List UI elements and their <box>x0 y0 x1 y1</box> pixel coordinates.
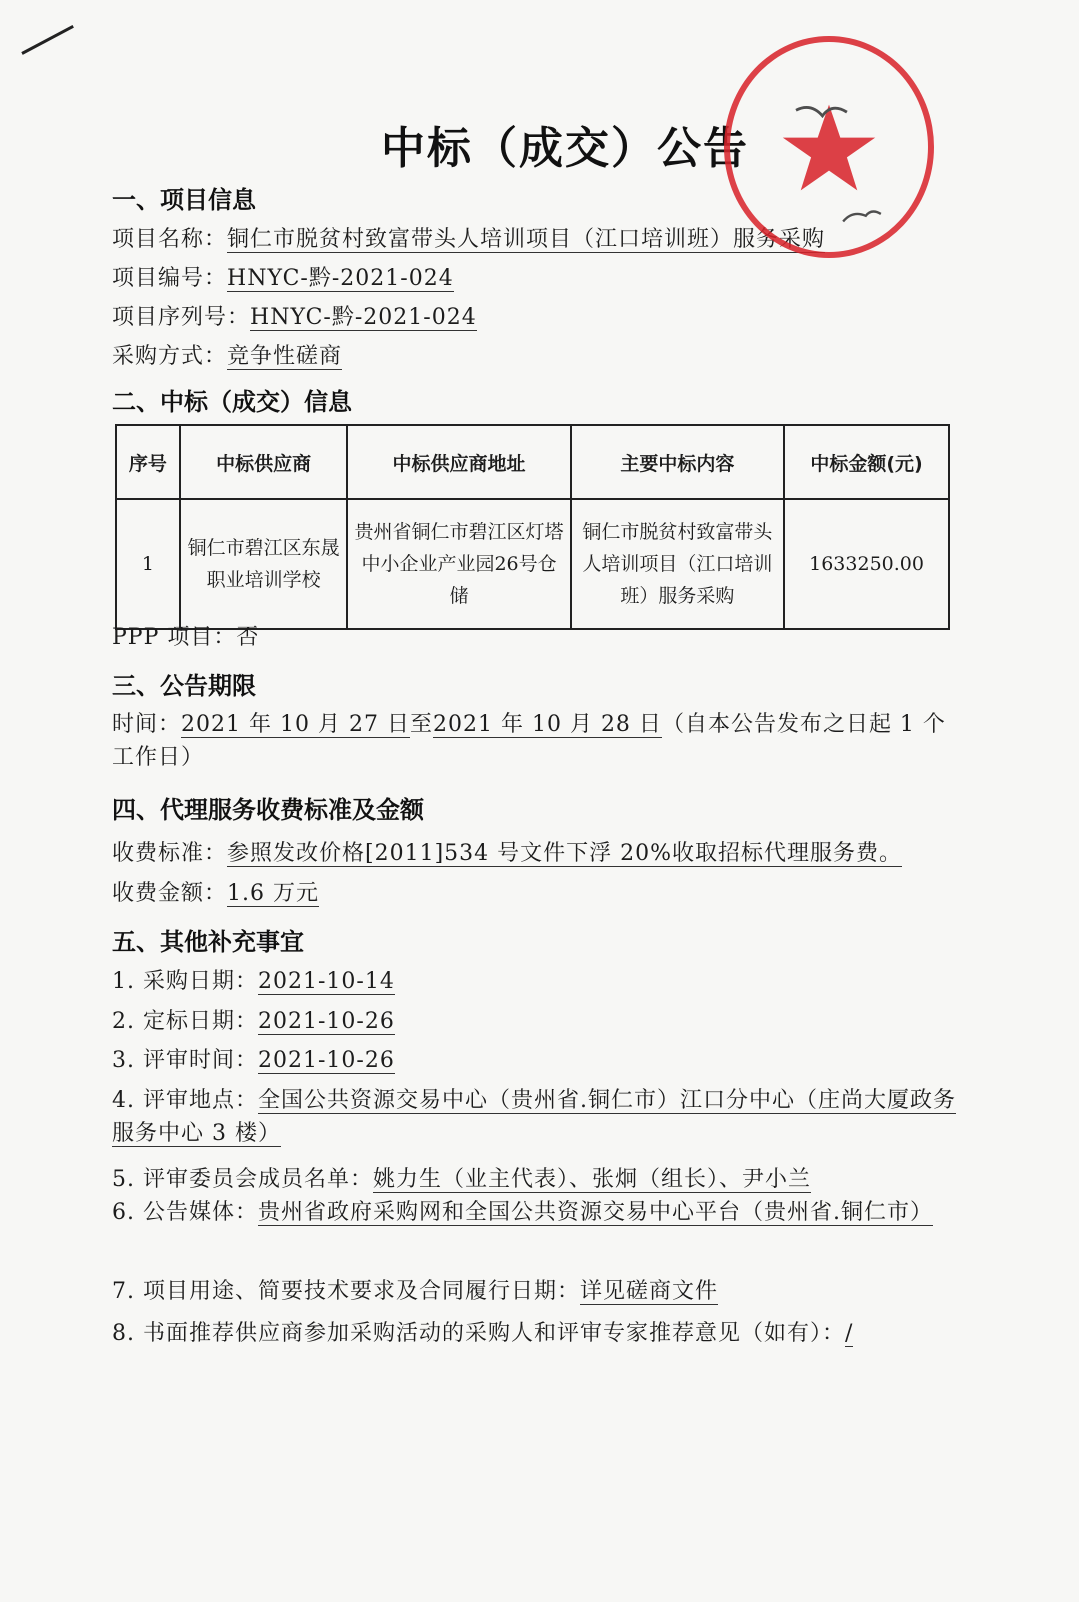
col-header-no: 序号 <box>116 425 180 499</box>
col-header-amount: 中标金额(元) <box>784 425 949 499</box>
fee-amount-value: 1.6 万元 <box>227 881 319 906</box>
section-notice-period-heading: 三、公告期限 <box>112 672 256 700</box>
list-item <box>112 1162 811 1193</box>
page-title: 中标（成交）公告 <box>381 123 749 174</box>
cell-no: 1 <box>116 499 180 629</box>
cell-content: 铜仁市脱贫村致富带头人培训项目（江口培训班）服务采购 <box>571 499 784 629</box>
project-code-line <box>112 261 454 292</box>
item-label: 4. 评审地点： <box>112 1088 258 1113</box>
procurement-method-label: 采购方式： <box>112 344 228 369</box>
award-table <box>115 424 950 630</box>
project-serial-line <box>112 300 477 331</box>
item-value: 姚力生（业主代表）、张炯（组长）、尹小兰 <box>372 1167 811 1192</box>
list-item <box>112 1004 395 1035</box>
item-label: 1. 采购日期： <box>112 969 258 994</box>
procurement-method-line <box>112 339 342 370</box>
fee-amount-label: 收费金额： <box>112 881 228 906</box>
list-item <box>112 964 395 995</box>
fee-standard-line <box>112 836 902 867</box>
notice-start-date: 2021 年 10 月 27 日 <box>181 712 410 737</box>
item-label: 8. 书面推荐供应商参加采购活动的采购人和评审专家推荐意见（如有）： <box>112 1321 845 1346</box>
section-agency-fee-heading: 四、代理服务收费标准及金额 <box>112 796 424 824</box>
project-serial-label: 项目序列号： <box>112 305 251 330</box>
col-header-content: 主要中标内容 <box>571 425 784 499</box>
fee-amount-line <box>112 876 319 907</box>
list-item <box>112 1274 718 1305</box>
notice-period-label: 时间： <box>112 712 182 737</box>
section-other-matters-heading: 五、其他补充事宜 <box>112 928 304 956</box>
item-value: 详见磋商文件 <box>580 1279 719 1304</box>
table-row <box>116 499 949 629</box>
pen-mark <box>21 25 74 55</box>
col-header-address: 中标供应商地址 <box>347 425 570 499</box>
item-value: 2021-10-14 <box>257 969 395 994</box>
item-label: 5. 评审委员会成员名单： <box>112 1167 373 1192</box>
project-name-line <box>112 222 825 253</box>
item-value: 全国公共资源交易中心（贵州省.铜仁市）江口分中心（庄尚大厦政务服务中心 3 楼） <box>112 1088 956 1146</box>
notice-period-to: 至 <box>409 712 433 737</box>
item-label: 2. 定标日期： <box>112 1009 258 1034</box>
col-header-supplier: 中标供应商 <box>180 425 348 499</box>
list-item <box>112 1316 853 1347</box>
project-name-value: 铜仁市脱贫村致富带头人培训项目（江口培训班）服务采购 <box>227 227 826 252</box>
section-project-info-heading: 一、项目信息 <box>112 186 256 214</box>
project-serial-value: HNYC-黔-2021-024 <box>250 305 477 330</box>
list-item <box>112 1196 962 1229</box>
project-code-label: 项目编号： <box>112 266 228 291</box>
item-label: 6. 公告媒体： <box>112 1200 258 1225</box>
cell-address: 贵州省铜仁市碧江区灯塔中小企业产业园26号仓储 <box>347 499 570 629</box>
list-item <box>112 1084 962 1150</box>
section-award-info-heading: 二、中标（成交）信息 <box>112 388 352 416</box>
item-value: / <box>845 1321 854 1346</box>
item-label: 7. 项目用途、简要技术要求及合同履行日期： <box>112 1279 580 1304</box>
cell-amount: 1633250.00 <box>784 499 949 629</box>
project-code-value: HNYC-黔-2021-024 <box>227 266 454 291</box>
fee-standard-value: 参照发改价格[2011]534 号文件下浮 20%收取招标代理服务费。 <box>227 841 903 866</box>
fee-standard-label: 收费标准： <box>112 841 228 866</box>
item-label: 3. 评审时间： <box>112 1048 258 1073</box>
notice-end-date: 2021 年 10 月 28 日 <box>432 712 662 737</box>
notice-period-note: （自本公告发布之日起 1 个工作日） <box>112 712 946 770</box>
item-value: 2021-10-26 <box>257 1048 395 1073</box>
cell-supplier: 铜仁市碧江区东晟职业培训学校 <box>180 499 348 629</box>
notice-period-line <box>112 708 962 774</box>
ppp-line: PPP 项目：否 <box>112 625 260 650</box>
procurement-method-value: 竞争性磋商 <box>227 344 343 369</box>
award-table-header-row <box>116 425 949 499</box>
list-item <box>112 1043 395 1074</box>
project-name-label: 项目名称： <box>112 227 228 252</box>
item-value: 贵州省政府采购网和全国公共资源交易中心平台（贵州省.铜仁市） <box>257 1200 933 1225</box>
item-value: 2021-10-26 <box>257 1009 395 1034</box>
